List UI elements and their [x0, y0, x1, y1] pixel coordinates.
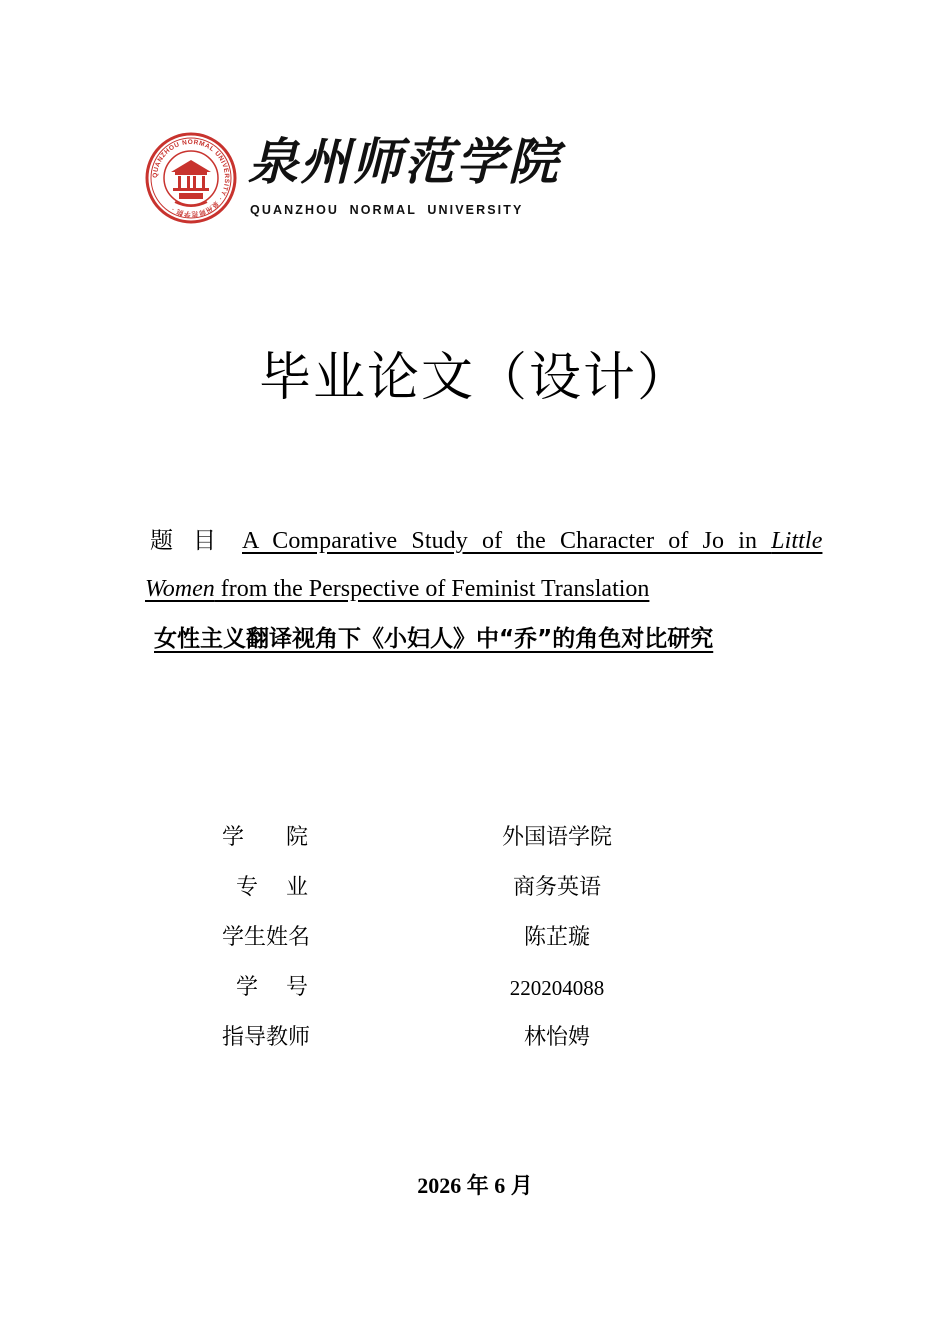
topic-title-en-part2: from the Perspective of Feminist Translation [214, 576, 650, 602]
info-label: 指导教师 [222, 1025, 311, 1050]
info-label: 学 号 [222, 975, 308, 1000]
info-value: 商务英语 [512, 875, 601, 900]
info-row-major [222, 863, 682, 913]
info-row-student-id [222, 963, 682, 1013]
info-row-college [222, 813, 682, 863]
topic-line-2 [145, 564, 810, 614]
info-row-advisor [222, 1013, 682, 1063]
university-seal-icon [145, 132, 237, 224]
thesis-topic [145, 518, 823, 652]
info-label: 学生姓名 [222, 925, 311, 950]
info-value: 陈芷璇 [523, 925, 590, 950]
topic-title-en-italic2: Women [145, 576, 215, 602]
topic-title-cn: 女性主义翻译视角下《小妇人》中“乔”的角色对比研究 [154, 626, 714, 652]
topic-title-en-text: A Comparative Study of the Character of Jo in [242, 528, 772, 554]
topic-title-en-part1 [242, 528, 822, 554]
university-logo [145, 130, 560, 225]
page-title: 毕业论文（设计） [258, 348, 691, 408]
submission-date: 2026 年 6 月 [417, 1173, 533, 1198]
student-info-table [222, 813, 682, 1063]
topic-label: 题目 [150, 528, 236, 554]
info-value: 外国语学院 [501, 825, 612, 850]
info-row-student-name [222, 913, 682, 963]
university-name-en: QUANZHOU NORMAL UNIVERSITY [250, 203, 524, 217]
info-label: 学 院 [222, 825, 308, 850]
university-name-cn: 泉州师范学院 [248, 132, 560, 191]
info-label: 专 业 [222, 875, 308, 900]
info-value: 林怡娉 [523, 1025, 590, 1050]
info-value: 220204088 [509, 976, 605, 1000]
topic-title-en-italic1: Little [771, 528, 823, 554]
svg-text:QUANZHOU NORMAL UNIVERSITY · 泉: QUANZHOU NORMAL UNIVERSITY · 泉州师范学院 · [151, 138, 231, 218]
topic-line-1 [145, 518, 823, 564]
